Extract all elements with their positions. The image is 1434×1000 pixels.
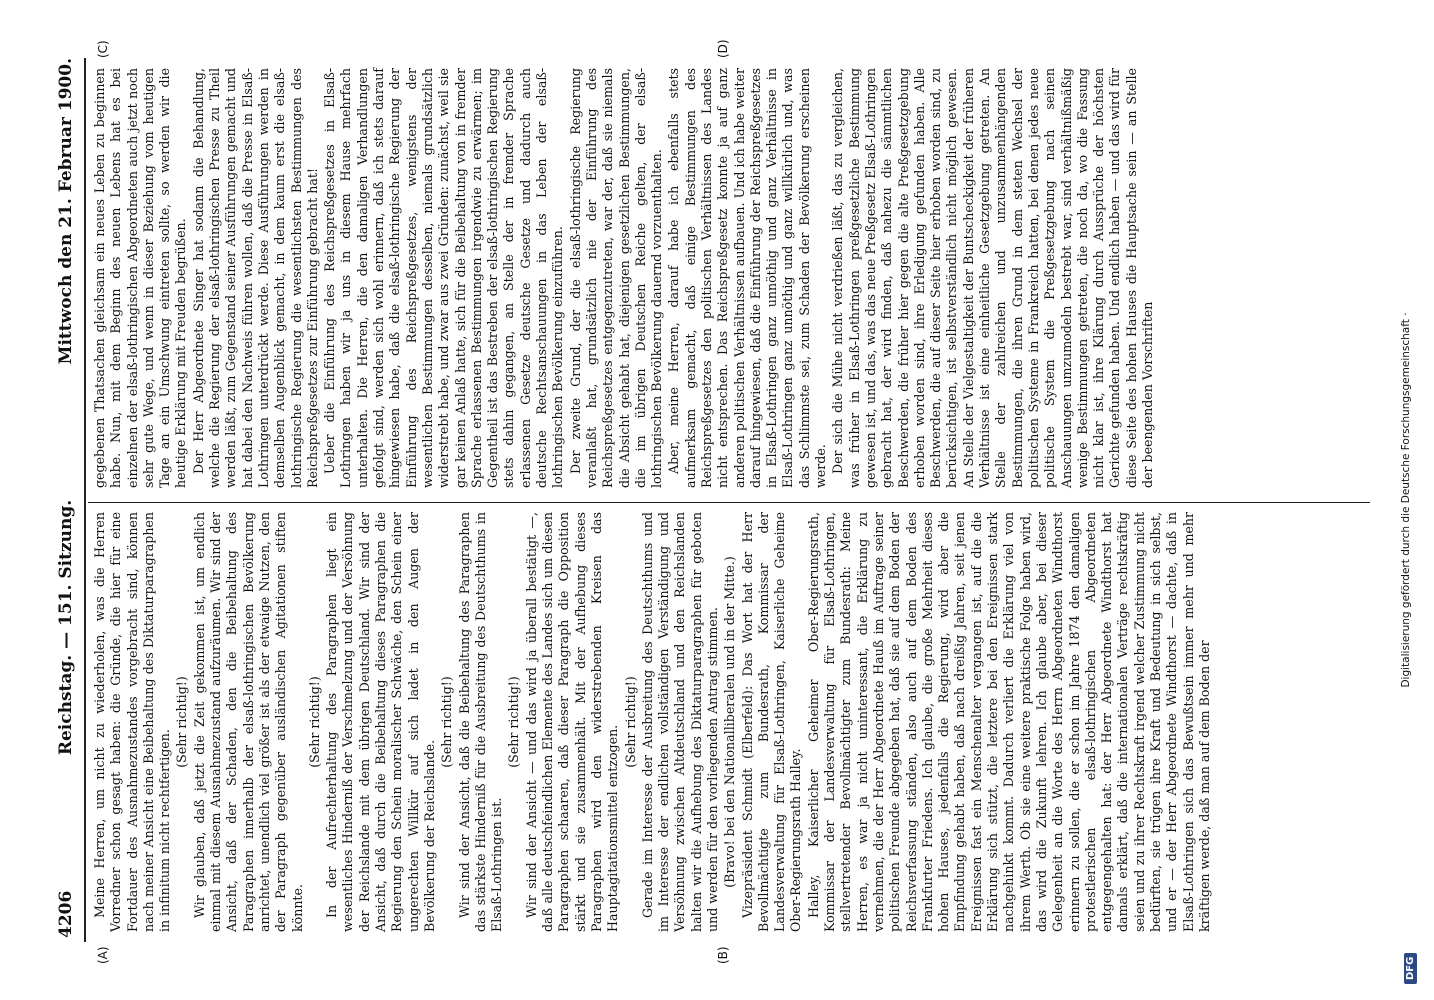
credit-text: Digitalisierung gefördert durch die Deutsche Forschungsgemeinschaft · [1400,312,1412,688]
speech-paragraph: Halley, Kaiserlicher Geheimer Ober-Regierungsrath, Kommissar der Landesverwaltung für Elsaß-Lothringen, stellvertretender Bevollmächtigter zum Bundesrath: Meine Herren, es war ja nicht uninteressant, die Erklärung zu vernehmen, die der Herr Abgeordnete Hauß im Auftrage seiner politischen Freunde abgegeben hat, daß sie auf dem Boden der Reichsverfassung ständen, also auch auf dem Boden des Frankfurter Friedens. Ich glaube, die große Mehrheit dieses hohen Hauses, jedenfalls die Regierung, wird aber die Empfindung gehabt haben, daß nach dreißig Jahren, seit jenen Ereignissen fast ein Menschenalter vergangen ist, auf die die Erklärung sich stützt, die letztere bei den Ereignissen stark nachgehinkt kommt. Dadurch verliert die Erklärung viel von ihrem Werth. Ob sie eine weitere praktische Folge haben wird, das wird die Zukunft lehren. Ich glaube aber, bei dieser Gelegenheit an die Worte des Herrn Abgeordneten Windthorst erinnern zu sollen, die er schon im Jahre 1874 den damaligen protestlerischen elsaß-lothringischen Abgeordneten entgegengehalten hat: der Herr Abgeordnete Windthorst hat damals erklärt, daß die internationalen Verträge rechtskräftig seien und zu ihrer Rechtskraft irgend welcher Zustimmung nicht bedürften, sie trügen ihre Kraft und Bedeutung in sich selbst, und er — der Herr Abgeordnete Windthorst — dachte, daß in Elsaß-Lothringen sich das Bewußtsein immer mehr und mehr kräftigen werde, daß man auf dem Boden der [805,512,1212,932]
paragraph: Ueber die Einführung des Reichspreßgesetzes in Elsaß-Lothringen haben wir ja uns in diesem Hause mehrfach unterhalten. Die Herren, die den damaligen Verhandlungen gefolgt sind, werden sich wohl erinnern, daß ich stets darauf hingewiesen habe, daß die elsaß-lothringische Regierung der Einführung des Reichspreßgesetzes, wenigstens der wesentlichen Bestimmungen desselben, niemals grundsätzlich widerstrebt habe, und zwar aus zwei Gründen: zunächst, weil sie gar keinen Anlaß hatte, sich für die Beibehaltung von in fremder Sprache erlassenen Bestimmungen irgendwie zu erwärmen; im Gegentheil ist das Bestreben der elsaß-lothringischen Regierung stets dahin gegangen, an Stelle der in fremder Sprache erlassenen Gesetze deutsche Gesetze und dadurch auch deutsche Rechtsanschauungen in das Leben der elsaß-lothringischen Bevölkerung einzuführen. [322,68,566,488]
interjection: (Sehr richtig!) [174,676,190,768]
paragraph: Gerade im Interesse der Ausbreitung des Deutschthums und im Interesse der endlichen vollständigen Verständigung und Versöhnung zwischen Altdeutschland und den Reichslanden halten wir die Aufhebung des Diktaturparagraphen für geboten und werden für den vorliegenden Antrag stimmen. [639,512,720,932]
paragraph: Der sich die Mühe nicht verdrießen läßt, das zu vergleichen, was früher in Elsaß-Lothringen preßgesetzliche Bestimmung gewesen ist, und das, was das neue Preßgesetz Elsaß-Lothringen gebracht hat, der wird finden, daß nahezu die sämmtlichen Beschwerden, die früher hier gegen die alte Preßgesetzgebung erhoben worden sind, ihre Erledigung gefunden haben. Alle Beschwerden, die auf dieser Seite hier erhoben worden sind, zu berücksichtigen, ist selbstverständlich nicht möglich gewesen. An Stelle der Vielgestaltigkeit der Buntscheckigkeit der früheren Verhältnisse ist eine einheitliche Gesetzgebung getreten. An Stelle der zahlreichen und unzusammenhängenden Bestimmungen, die ihren Grund in dem steten Wechsel der politischen Systeme in Frankreich hatten, bei denen jedes neue politische System die Preßgesetzgebung nach seinen Anschauungen umzumodeln bestrebt war, sind verhältnißmäßig wenige Bestimmungen getreten, die noch da, wo die Fassung nicht klar ist, ihre Klärung durch Aussprüche der höchsten Gerichte gefunden haben. Und endlich haben — und das wird für diese Seite des hohen Hauses die Hauptsache sein — an Stelle der beengenden Vorschriften [830,68,1155,488]
interjection: (Sehr richtig!) [506,676,522,768]
interjection: (Sehr richtig!) [439,676,455,768]
session-title: Reichstag. — 151. Sitzung. [56,499,76,756]
interjection: (Sehr richtig!) [306,676,322,768]
margin-marker-d: (D) [716,39,730,58]
speaker-intro: Vizepräsident Schmidt (Elberfeld): Das Wort hat der Herr Bevollmächtigte zum Bundesrath, Kommissar der Landesverwaltung für Elsaß-Lothringen, Kaiserliche Geheime Ober-Regierungsrath Halley. [739,512,804,932]
header-rule [84,58,86,942]
interjection: (Bravo! bei den Nationalliberalen und in der Mitte.) [722,556,738,888]
paragraph: In der Aufrechterhaltung des Paragraphen liegt ein wesentliches Hinderniß der Verschmelzung und der Versöhnung der Reichslande mit dem übrigen Deutschland. Wir sind der Ansicht, daß durch die Beibehaltung dieses Paragraphen die Regierung den Schein moralischer Schwäche, den Schein einer ungerechten Willkür auf sich ladet in den Augen der Bevölkerung der Reichslande. [324,512,437,932]
page-number: 4206 [56,890,76,938]
paragraph: Wir sind der Ansicht — und das wird ja überall bestätigt —, daß alle deutschfeindlichen Elemente des Landes sich um diesen Paragraphen schaaren, daß dieser Paragraph die Opposition stärkt und sie zusammenhält. Mit der Aufhebung dieses Paragraphen wird den widerstrebenden Kreisen das Hauptagitationsmittel entzogen. [523,512,621,932]
paragraph: Der Herr Abgeordnete Singer hat sodann die Behandlung, welche die Regierung der elsaß-lothringischen Presse zu Theil werden läßt, zum Gegenstand seiner Ausführungen gemacht und hat dabei den Nachweis führen wollen, daß die Presse in Elsaß-Lothringen unterdrückt werde. Diese Ausführungen werden in demselben Augenblick gemacht, in dem kaum erst die elsaß-lothringische Regierung die wesentlichsten Bestimmungen des Reichspreßgesetzes zur Einführung gebracht hat! [190,68,320,488]
paragraph: Aber, meine Herren, darauf habe ich ebenfalls stets aufmerksam gemacht, daß einige Bestimmungen des Reichspreßgesetzes den politischen Verhältnissen des Landes nicht entsprechen. Das Reichspreßgesetz konnte ja auf ganz anderen politischen Verhältnissen aufbauen. Und ich habe weiter darauf hingewiesen, daß die Einführung der Reichspreßgesetzes in Elsaß-Lothringen ganz unnöthig und ganz Verhältnisse in Elsaß-Lothringen ganz unnöthig und ganz willkürlich und, was das Schlimmste sei, zum Schaden der Bevölkerung erscheinen werde. [666,68,829,488]
paragraph: Wir glauben, daß jetzt die Zeit gekommen ist, um endlich einmal mit diesem Ausnahmezustand aufzuräumen. Wir sind der Ansicht, daß der Schaden, den die Beibehaltung des Paragraphen innerhalb der elsaß-lothringischen Bevölkerung anrichtet, unendlich viel größer ist als der etwaige Nutzen, den der Paragraph gegenüber ausländischen Agitationen stiften könnte. [191,512,305,932]
dfg-logo: DFG [1404,953,1417,984]
interjection: (Sehr richtig!) [622,676,638,768]
right-column [92,68,1157,488]
left-column [92,512,1214,932]
page-header [56,58,78,938]
margin-marker-a: (A) [96,946,110,964]
margin-marker-c: (C) [96,40,110,58]
paragraph: gegebenen Thatsachen gleichsam ein neues Leben zu beginnen habe. Nun, mit dem Beginn des neuen Lebens hat es bei einzelnen der elsaß-lothringischen Abgeordneten auch jetzt noch sehr gute Wege, und wenn in dieser Beziehung vom heutigen Tage an ein Umschwung eintreten sollte, so werden wir die heutige Erklärung mit Freuden begrüßen. [92,68,189,488]
digitization-credit [1391,0,1421,1000]
column-divider [88,502,1370,503]
paragraph: Meine Herren, um nicht zu wiederholen, was die Herren Vorredner schon gesagt haben: die Gründe, die hier für eine Fortdauer des Ausnahmezustandes vorgebracht sind, können nach meiner Ansicht eine Beibehaltung des Diktaturparagraphen in infinitum nicht rechtfertigen. [92,512,173,932]
margin-marker-b: (B) [716,946,730,964]
paragraph: Der zweite Grund, der die elsaß-lothringische Regierung veranlaßt hat, grundsätzlich nie der Einführung des Reichspreßgesetzes entgegenzutreten, war der, daß sie niemals die Absicht gehabt hat, diejenigen gesetzlichen Bestimmungen, die im übrigen Deutschen Reiche gelten, der elsaß-lothringischen Bevölkerung dauernd vorzuenthalten. [567,68,665,488]
paragraph: Wir sind der Ansicht, daß die Beibehaltung des Paragraphen das stärkste Hinderniß für die Ausbreitung des Deutschthums in Elsaß-Lothringen ist. [456,512,505,932]
session-date: Mittwoch den 21. Februar 1900. [56,58,76,365]
